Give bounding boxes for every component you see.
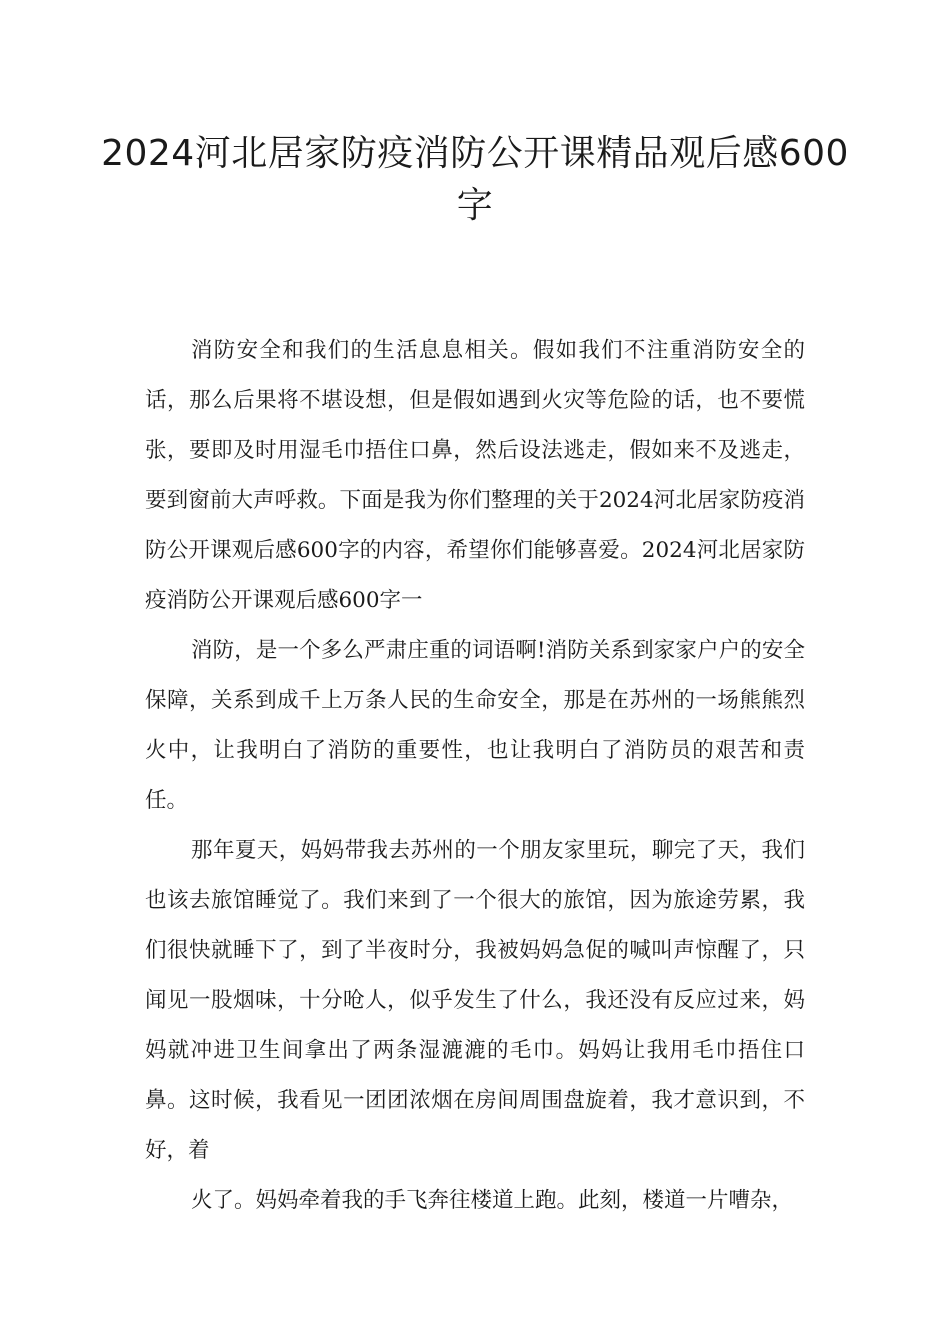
paragraph: 火了。妈妈牵着我的手飞奔往楼道上跑。此刻，楼道一片嘈杂， (191, 1188, 794, 1213)
document-body (145, 326, 805, 1226)
paragraph: 消防安全和我们的生活息息相关。假如我们不注重消防安全的话，那么后果将不堪设想，但是假如遇到火灾等危险的话，也不要慌张，要即及时用湿毛巾捂住口鼻，然后设法逃走，假如来不及逃走，要到窗前大声呼救。下面是我为你们整理的关于2024河北居家防疫消防公开课观后感600字的内容，希望你们能够喜爱。2024河北居家防疫消防公开课观后感600字一 (145, 338, 805, 613)
document-title: 2024河北居家防疫消防公开课精品观后感600字 (101, 133, 849, 226)
paragraph: 消防，是一个多么严肃庄重的词语啊!消防关系到家家户户的安全保障，关系到成千上万条人民的生命安全，那是在苏州的一场熊熊烈火中，让我明白了消防的重要性，也让我明白了消防员的艰苦和责任。 (145, 638, 805, 813)
paragraph: 那年夏天，妈妈带我去苏州的一个朋友家里玩，聊完了天，我们也该去旅馆睡觉了。我们来到了一个很大的旅馆，因为旅途劳累，我们很快就睡下了，到了半夜时分，我被妈妈急促的喊叫声惊醒了，只闻见一股烟味，十分呛人，似乎发生了什么，我还没有反应过来，妈妈就冲进卫生间拿出了两条湿漉漉的毛巾。妈妈让我用毛巾捂住口鼻。这时候，我看见一团团浓烟在房间周围盘旋着，我才意识到，不好，着 (145, 838, 805, 1163)
